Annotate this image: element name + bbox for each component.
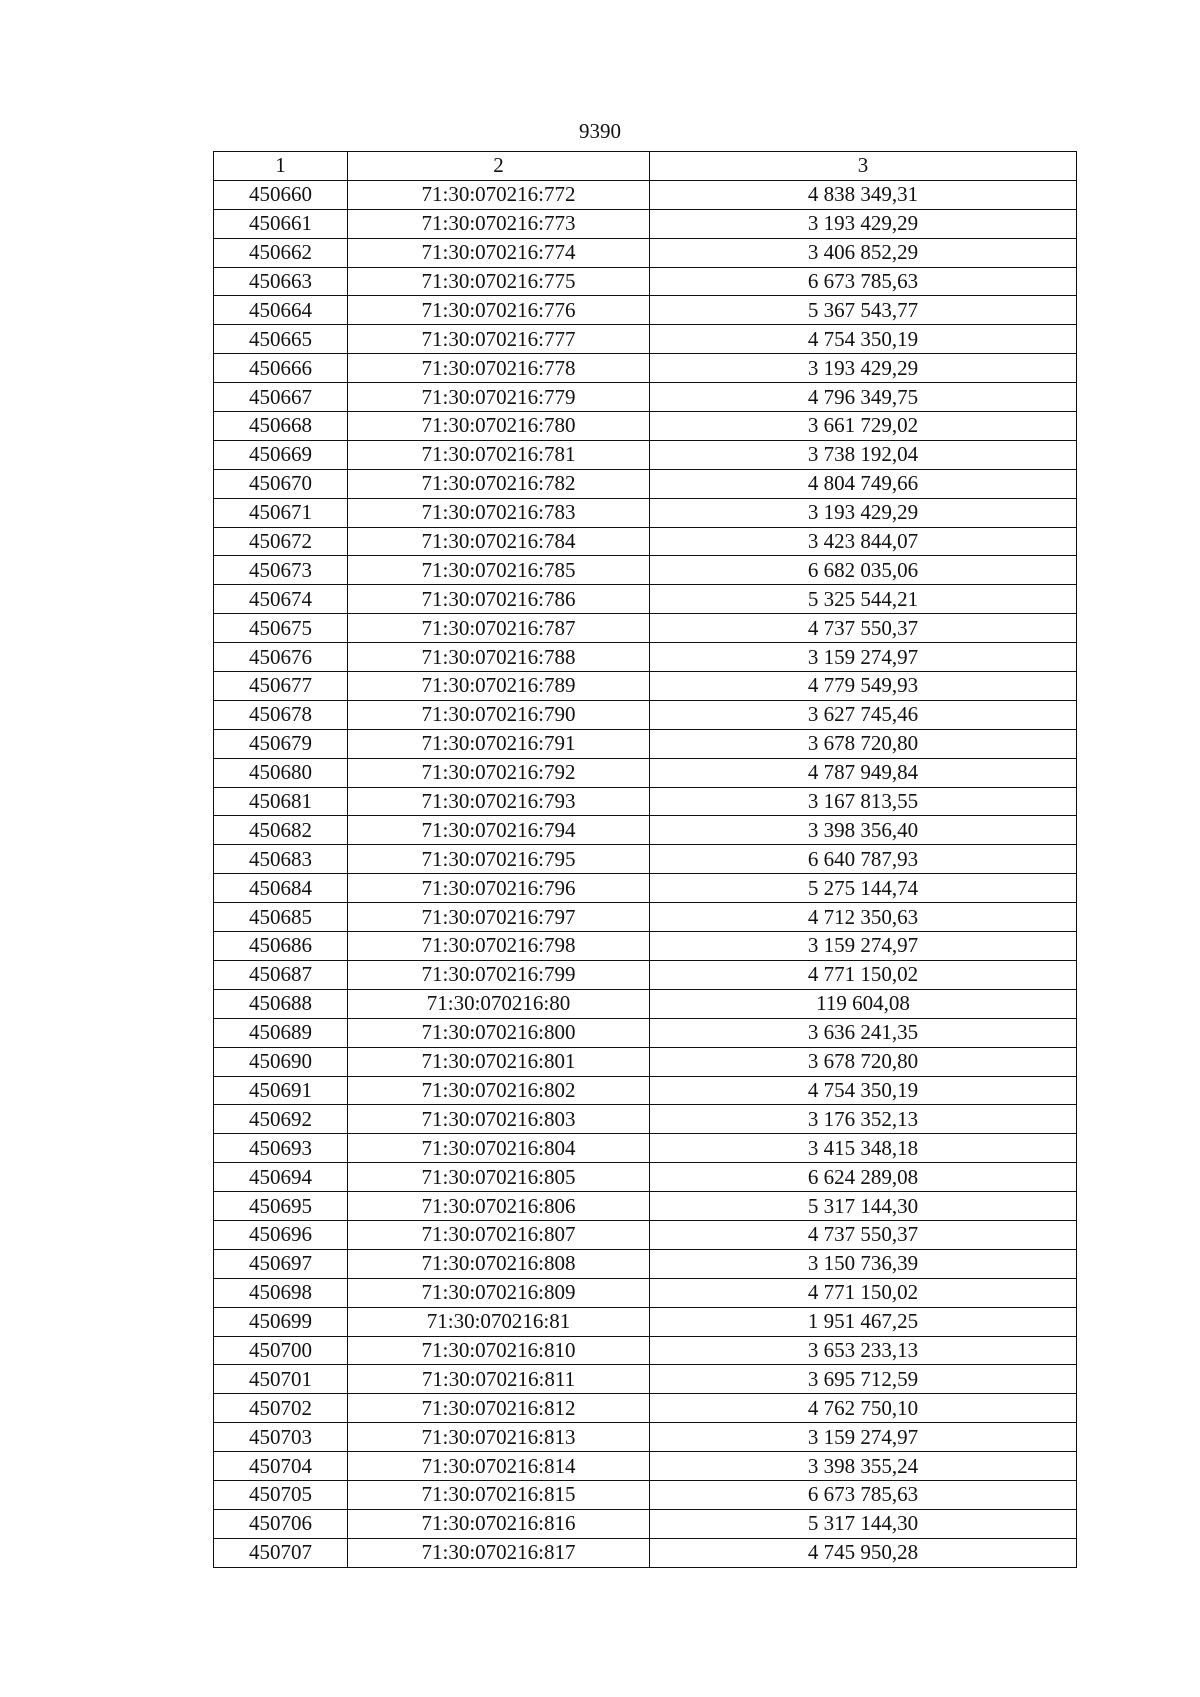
row-number-cell: 450669 [214, 440, 348, 469]
column-header-2: 2 [348, 152, 650, 181]
cadastral-value-cell: 4 745 950,28 [650, 1538, 1077, 1567]
row-number-cell: 450687 [214, 960, 348, 989]
cadastral-value-cell: 3 678 720,80 [650, 729, 1077, 758]
row-number-cell: 450699 [214, 1307, 348, 1336]
cadastral-value-cell: 4 754 350,19 [650, 1076, 1077, 1105]
cadastral-value-cell: 4 712 350,63 [650, 903, 1077, 932]
row-number-cell: 450688 [214, 989, 348, 1018]
cadastral-value-cell: 4 771 150,02 [650, 1278, 1077, 1307]
cadastral-value-cell: 3 159 274,97 [650, 643, 1077, 672]
table-row [214, 209, 1077, 238]
cadastral-number-cell: 71:30:070216:773 [348, 209, 650, 238]
cadastral-number-cell: 71:30:070216:810 [348, 1336, 650, 1365]
cadastral-number-cell: 71:30:070216:801 [348, 1047, 650, 1076]
cadastral-value-cell: 4 737 550,37 [650, 614, 1077, 643]
cadastral-number-cell: 71:30:070216:816 [348, 1509, 650, 1538]
cadastral-number-cell: 71:30:070216:781 [348, 440, 650, 469]
table-row [214, 383, 1077, 412]
cadastral-value-cell: 4 787 949,84 [650, 758, 1077, 787]
row-number-cell: 450679 [214, 729, 348, 758]
row-number-cell: 450685 [214, 903, 348, 932]
table-row [214, 787, 1077, 816]
cadastral-number-cell: 71:30:070216:802 [348, 1076, 650, 1105]
table-row [214, 1307, 1077, 1336]
table-row [214, 1278, 1077, 1307]
row-number-cell: 450672 [214, 527, 348, 556]
cadastral-number-cell: 71:30:070216:813 [348, 1423, 650, 1452]
table-row [214, 989, 1077, 1018]
table-row [214, 729, 1077, 758]
cadastral-value-cell: 1 951 467,25 [650, 1307, 1077, 1336]
cadastral-value-cell: 4 779 549,93 [650, 672, 1077, 701]
cadastral-value-cell: 3 636 241,35 [650, 1018, 1077, 1047]
table-row [214, 816, 1077, 845]
row-number-cell: 450671 [214, 498, 348, 527]
cadastral-value-cell: 119 604,08 [650, 989, 1077, 1018]
cadastral-value-cell: 3 738 192,04 [650, 440, 1077, 469]
cadastral-value-cell: 3 193 429,29 [650, 498, 1077, 527]
cadastral-value-cell: 6 673 785,63 [650, 1480, 1077, 1509]
page-number: 9390 [579, 119, 621, 143]
cadastral-number-cell: 71:30:070216:812 [348, 1394, 650, 1423]
table-row [214, 1047, 1077, 1076]
cadastral-value-cell: 3 695 712,59 [650, 1365, 1077, 1394]
row-number-cell: 450701 [214, 1365, 348, 1394]
table-row [214, 845, 1077, 874]
row-number-cell: 450706 [214, 1509, 348, 1538]
cadastral-value-table [213, 151, 1077, 1568]
cadastral-value-cell: 5 275 144,74 [650, 874, 1077, 903]
cadastral-value-cell: 6 682 035,06 [650, 556, 1077, 585]
cadastral-value-cell: 3 627 745,46 [650, 700, 1077, 729]
row-number-cell: 450673 [214, 556, 348, 585]
row-number-cell: 450689 [214, 1018, 348, 1047]
row-number-cell: 450661 [214, 209, 348, 238]
row-number-cell: 450704 [214, 1452, 348, 1481]
cadastral-number-cell: 71:30:070216:774 [348, 238, 650, 267]
column-header-1: 1 [214, 152, 348, 181]
row-number-cell: 450683 [214, 845, 348, 874]
cadastral-value-cell: 5 317 144,30 [650, 1192, 1077, 1221]
cadastral-value-cell: 4 737 550,37 [650, 1220, 1077, 1249]
table-row [214, 1134, 1077, 1163]
table-row [214, 614, 1077, 643]
row-number-cell: 450664 [214, 296, 348, 325]
table-row [214, 1018, 1077, 1047]
row-number-cell: 450680 [214, 758, 348, 787]
row-number-cell: 450663 [214, 267, 348, 296]
cadastral-number-cell: 71:30:070216:80 [348, 989, 650, 1018]
row-number-cell: 450675 [214, 614, 348, 643]
row-number-cell: 450684 [214, 874, 348, 903]
cadastral-number-cell: 71:30:070216:790 [348, 700, 650, 729]
table-row [214, 874, 1077, 903]
table-row [214, 960, 1077, 989]
cadastral-number-cell: 71:30:070216:796 [348, 874, 650, 903]
cadastral-number-cell: 71:30:070216:777 [348, 325, 650, 354]
table-row [214, 585, 1077, 614]
cadastral-value-cell: 4 796 349,75 [650, 383, 1077, 412]
cadastral-number-cell: 71:30:070216:775 [348, 267, 650, 296]
cadastral-number-cell: 71:30:070216:794 [348, 816, 650, 845]
row-number-cell: 450677 [214, 672, 348, 701]
cadastral-number-cell: 71:30:070216:788 [348, 643, 650, 672]
row-number-cell: 450697 [214, 1249, 348, 1278]
row-number-cell: 450698 [214, 1278, 348, 1307]
cadastral-number-cell: 71:30:070216:814 [348, 1452, 650, 1481]
cadastral-value-cell: 3 159 274,97 [650, 1423, 1077, 1452]
cadastral-number-cell: 71:30:070216:783 [348, 498, 650, 527]
cadastral-value-cell: 4 754 350,19 [650, 325, 1077, 354]
cadastral-number-cell: 71:30:070216:806 [348, 1192, 650, 1221]
row-number-cell: 450660 [214, 180, 348, 209]
table-row [214, 527, 1077, 556]
row-number-cell: 450668 [214, 412, 348, 441]
table-row [214, 354, 1077, 383]
row-number-cell: 450678 [214, 700, 348, 729]
cadastral-value-cell: 3 159 274,97 [650, 932, 1077, 961]
table-row [214, 1509, 1077, 1538]
table-row [214, 1480, 1077, 1509]
table-row [214, 469, 1077, 498]
table-body [214, 180, 1077, 1567]
cadastral-number-cell: 71:30:070216:81 [348, 1307, 650, 1336]
row-number-cell: 450665 [214, 325, 348, 354]
cadastral-number-cell: 71:30:070216:805 [348, 1163, 650, 1192]
cadastral-number-cell: 71:30:070216:780 [348, 412, 650, 441]
table-row [214, 1105, 1077, 1134]
cadastral-number-cell: 71:30:070216:772 [348, 180, 650, 209]
cadastral-number-cell: 71:30:070216:797 [348, 903, 650, 932]
cadastral-number-cell: 71:30:070216:798 [348, 932, 650, 961]
row-number-cell: 450707 [214, 1538, 348, 1567]
table-header [214, 152, 1077, 181]
cadastral-number-cell: 71:30:070216:799 [348, 960, 650, 989]
cadastral-number-cell: 71:30:070216:803 [348, 1105, 650, 1134]
table-row [214, 440, 1077, 469]
cadastral-number-cell: 71:30:070216:786 [348, 585, 650, 614]
table-row [214, 1336, 1077, 1365]
cadastral-value-cell: 5 367 543,77 [650, 296, 1077, 325]
cadastral-value-cell: 5 325 544,21 [650, 585, 1077, 614]
cadastral-value-cell: 3 193 429,29 [650, 354, 1077, 383]
table-row [214, 238, 1077, 267]
table-row [214, 1163, 1077, 1192]
row-number-cell: 450681 [214, 787, 348, 816]
table-row [214, 700, 1077, 729]
cadastral-value-cell: 4 762 750,10 [650, 1394, 1077, 1423]
cadastral-value-cell: 3 176 352,13 [650, 1105, 1077, 1134]
cadastral-value-cell: 3 415 348,18 [650, 1134, 1077, 1163]
cadastral-number-cell: 71:30:070216:815 [348, 1480, 650, 1509]
table-row [214, 643, 1077, 672]
table-row [214, 672, 1077, 701]
cadastral-value-cell: 3 150 736,39 [650, 1249, 1077, 1278]
row-number-cell: 450662 [214, 238, 348, 267]
row-number-cell: 450690 [214, 1047, 348, 1076]
table-row [214, 1452, 1077, 1481]
cadastral-value-cell: 3 167 813,55 [650, 787, 1077, 816]
cadastral-number-cell: 71:30:070216:793 [348, 787, 650, 816]
row-number-cell: 450700 [214, 1336, 348, 1365]
cadastral-value-cell: 6 673 785,63 [650, 267, 1077, 296]
row-number-cell: 450674 [214, 585, 348, 614]
cadastral-number-cell: 71:30:070216:784 [348, 527, 650, 556]
cadastral-number-cell: 71:30:070216:791 [348, 729, 650, 758]
table-row [214, 903, 1077, 932]
cadastral-value-cell: 6 640 787,93 [650, 845, 1077, 874]
row-number-cell: 450667 [214, 383, 348, 412]
cadastral-number-cell: 71:30:070216:789 [348, 672, 650, 701]
cadastral-number-cell: 71:30:070216:776 [348, 296, 650, 325]
table-row [214, 758, 1077, 787]
row-number-cell: 450670 [214, 469, 348, 498]
cadastral-value-cell: 3 653 233,13 [650, 1336, 1077, 1365]
table-row [214, 1220, 1077, 1249]
cadastral-number-cell: 71:30:070216:792 [348, 758, 650, 787]
cadastral-number-cell: 71:30:070216:807 [348, 1220, 650, 1249]
row-number-cell: 450686 [214, 932, 348, 961]
cadastral-number-cell: 71:30:070216:804 [348, 1134, 650, 1163]
row-number-cell: 450692 [214, 1105, 348, 1134]
table-row [214, 1249, 1077, 1278]
table-row [214, 1423, 1077, 1452]
cadastral-value-cell: 3 398 355,24 [650, 1452, 1077, 1481]
cadastral-number-cell: 71:30:070216:782 [348, 469, 650, 498]
row-number-cell: 450696 [214, 1220, 348, 1249]
cadastral-value-cell: 3 406 852,29 [650, 238, 1077, 267]
column-header-3: 3 [650, 152, 1077, 181]
cadastral-value-cell: 3 661 729,02 [650, 412, 1077, 441]
cadastral-number-cell: 71:30:070216:779 [348, 383, 650, 412]
cadastral-value-cell: 3 398 356,40 [650, 816, 1077, 845]
cadastral-number-cell: 71:30:070216:795 [348, 845, 650, 874]
row-number-cell: 450703 [214, 1423, 348, 1452]
table-row [214, 1076, 1077, 1105]
table-row [214, 556, 1077, 585]
table-row [214, 412, 1077, 441]
table-row [214, 267, 1077, 296]
table-row [214, 296, 1077, 325]
row-number-cell: 450693 [214, 1134, 348, 1163]
table-row [214, 180, 1077, 209]
cadastral-value-cell: 6 624 289,08 [650, 1163, 1077, 1192]
cadastral-number-cell: 71:30:070216:817 [348, 1538, 650, 1567]
cadastral-value-cell: 3 423 844,07 [650, 527, 1077, 556]
row-number-cell: 450695 [214, 1192, 348, 1221]
table-row [214, 325, 1077, 354]
table-row [214, 1365, 1077, 1394]
cadastral-value-cell: 4 804 749,66 [650, 469, 1077, 498]
row-number-cell: 450682 [214, 816, 348, 845]
cadastral-value-cell: 4 838 349,31 [650, 180, 1077, 209]
table-row [214, 1538, 1077, 1567]
cadastral-value-cell: 3 678 720,80 [650, 1047, 1077, 1076]
cadastral-number-cell: 71:30:070216:808 [348, 1249, 650, 1278]
cadastral-number-cell: 71:30:070216:787 [348, 614, 650, 643]
row-number-cell: 450705 [214, 1480, 348, 1509]
cadastral-number-cell: 71:30:070216:811 [348, 1365, 650, 1394]
header-row [214, 152, 1077, 181]
cadastral-value-cell: 3 193 429,29 [650, 209, 1077, 238]
cadastral-number-cell: 71:30:070216:778 [348, 354, 650, 383]
row-number-cell: 450676 [214, 643, 348, 672]
table-row [214, 1394, 1077, 1423]
row-number-cell: 450666 [214, 354, 348, 383]
table-row [214, 1192, 1077, 1221]
cadastral-number-cell: 71:30:070216:785 [348, 556, 650, 585]
cadastral-value-cell: 4 771 150,02 [650, 960, 1077, 989]
table-row [214, 498, 1077, 527]
row-number-cell: 450694 [214, 1163, 348, 1192]
row-number-cell: 450702 [214, 1394, 348, 1423]
cadastral-number-cell: 71:30:070216:809 [348, 1278, 650, 1307]
cadastral-value-cell: 5 317 144,30 [650, 1509, 1077, 1538]
cadastral-number-cell: 71:30:070216:800 [348, 1018, 650, 1047]
table-row [214, 932, 1077, 961]
row-number-cell: 450691 [214, 1076, 348, 1105]
